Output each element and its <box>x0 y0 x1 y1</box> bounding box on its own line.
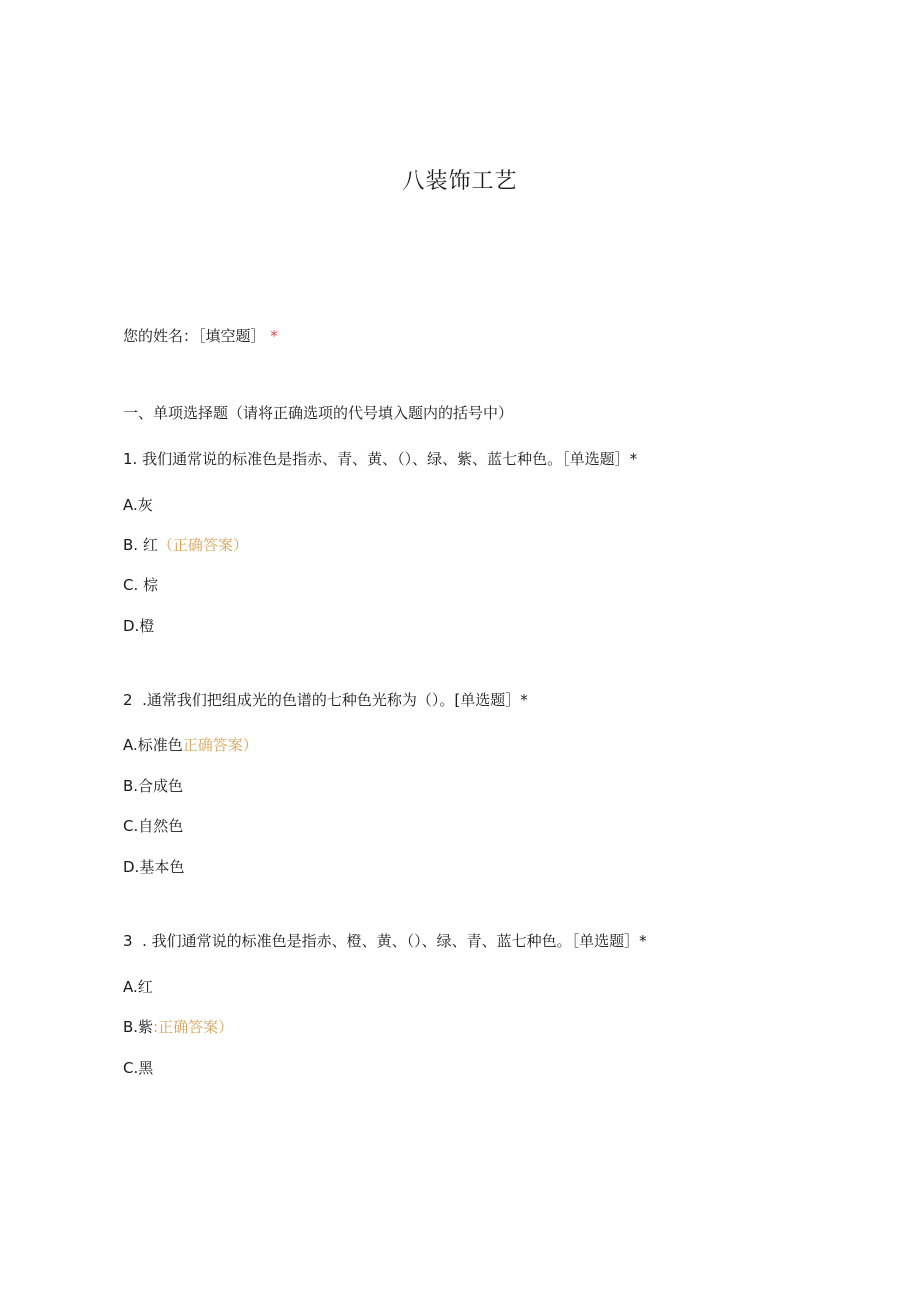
option-label: D.基本色 <box>123 858 185 876</box>
q1-option-b[interactable] <box>123 534 248 556</box>
q1-option-a[interactable] <box>123 494 153 516</box>
question-1-text: 1. 我们通常说的标准色是指赤、青、黄、（）、绿、紫、蓝七种色。［单选题］* <box>123 450 638 468</box>
option-label: C.黑 <box>123 1059 154 1077</box>
q2-option-b[interactable] <box>123 775 183 797</box>
q3-option-b[interactable] <box>123 1016 233 1038</box>
name-field-label: 您的姓名：［填空题］ <box>123 327 266 345</box>
q2-option-c[interactable] <box>123 815 183 837</box>
correct-answer-note: :正确答案） <box>153 1018 234 1036</box>
option-label: C. 棕 <box>123 576 159 594</box>
q3-option-a[interactable] <box>123 976 153 998</box>
option-label: A.红 <box>123 978 153 996</box>
question-2-text: 2 .通常我们把组成光的色谱的七种色光称为（）。[单选题］* <box>123 691 528 709</box>
page-title: 八装饰工艺 <box>402 169 518 194</box>
section-heading: 一、单项选择题（请将正确选项的代号填入题内的括号中） <box>123 404 514 422</box>
option-label: A.灰 <box>123 496 153 514</box>
option-label: A.标准色 <box>123 736 183 754</box>
correct-answer-note: 正确答案） <box>182 736 258 754</box>
question-3-text: 3 . 我们通常说的标准色是指赤、橙、黄、（）、绿、青、蓝七种色。［单选题］* <box>123 932 647 950</box>
option-label: C.自然色 <box>123 817 184 835</box>
q2-option-d[interactable] <box>123 856 184 878</box>
required-mark: * <box>270 327 278 345</box>
q3-option-c[interactable] <box>123 1057 153 1079</box>
option-label: B.合成色 <box>123 777 184 795</box>
option-label: B.紫 <box>123 1018 154 1036</box>
name-field-question[interactable] <box>123 325 278 347</box>
q1-option-d[interactable] <box>123 615 154 637</box>
q2-option-a[interactable] <box>123 734 258 756</box>
option-label: B. 红 <box>123 536 158 554</box>
option-label: D.橙 <box>123 617 155 635</box>
correct-answer-note: （正确答案） <box>157 536 248 554</box>
q1-option-c[interactable] <box>123 574 158 596</box>
